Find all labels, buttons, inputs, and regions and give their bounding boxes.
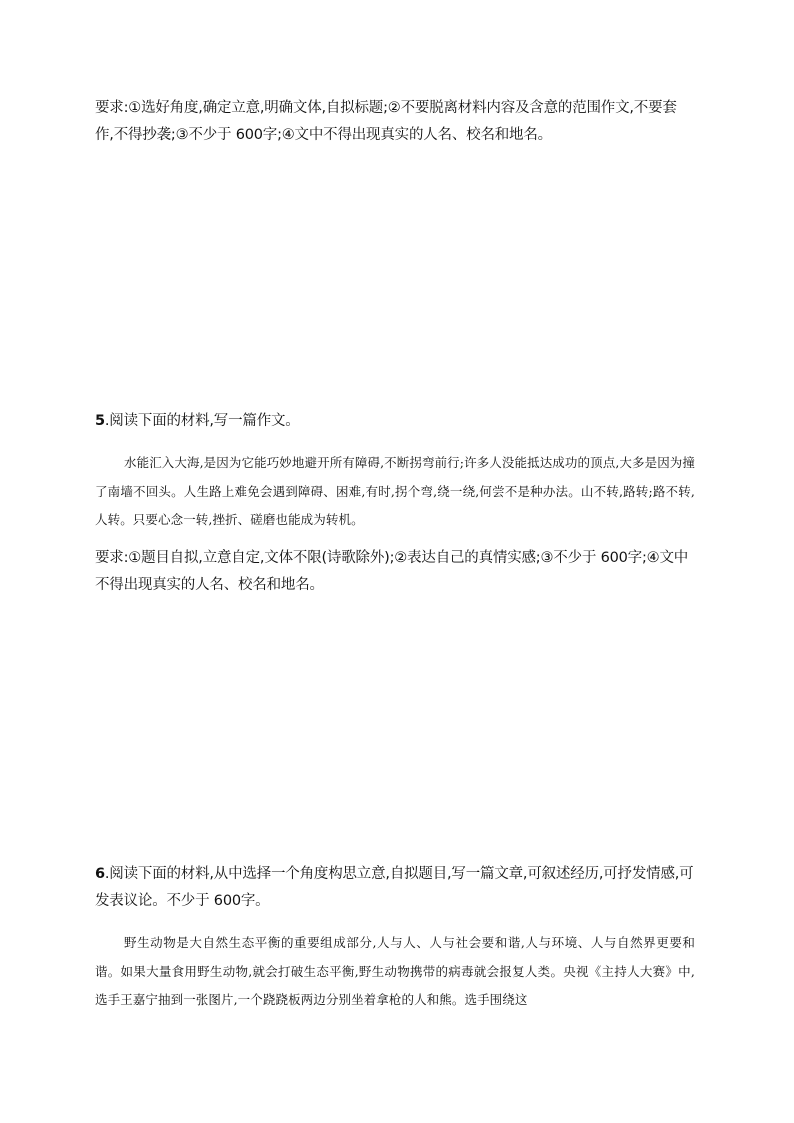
q5-number: 5	[95, 413, 105, 429]
q6-material: 野生动物是大自然生态平衡的重要组成部分,人与人、人与社会要和谐,人与环境、人与自然界更要和谐。如果大量食用野生动物,就会打破生态平衡,野生动物携带的病毒就会报复人类。央视《主持人大赛》中,选手王嘉宁抽到一张图片,一个跷跷板两边分别坐着拿枪的人和熊。选手围绕这	[95, 935, 695, 1007]
q4-requirement: 要求:①选好角度,确定立意,明确文体,自拟标题;②不要脱离材料内容及含意的范围作文,不要套作,不得抄袭;③不少于 600字;④文中不得出现真实的人名、校名和地名。	[95, 100, 677, 143]
q5-requirement: 要求:①题目自拟,立意自定,文体不限(诗歌除外);②表达自己的真情实感;③不少于 600字;④文中不得出现真实的人名、校名和地名。	[95, 549, 689, 593]
q5-heading	[95, 408, 695, 435]
q6-heading	[95, 861, 695, 915]
q4-requirement-block	[95, 95, 695, 149]
q6-number: 6	[95, 866, 105, 882]
q6-block	[95, 861, 695, 1015]
q6-prompt: .阅读下面的材料,从中选择一个角度构思立意,自拟题目,写一篇文章,可叙述经历,可抒发情感,可发表议论。不少于 600字。	[95, 866, 694, 909]
q5-prompt: .阅读下面的材料,写一篇作文。	[104, 413, 300, 429]
q5-material: 水能汇入大海,是因为它能巧妙地避开所有障碍,不断拐弯前行;许多人没能抵达成功的顶点,大多是因为撞了南墙不回头。人生路上难免会遇到障碍、困难,有时,拐个弯,绕一绕,何尝不是种办法。山不转,路转;路不转,人转。只要心念一转,挫折、磋磨也能成为转机。	[95, 455, 695, 527]
q5-block	[95, 408, 695, 599]
